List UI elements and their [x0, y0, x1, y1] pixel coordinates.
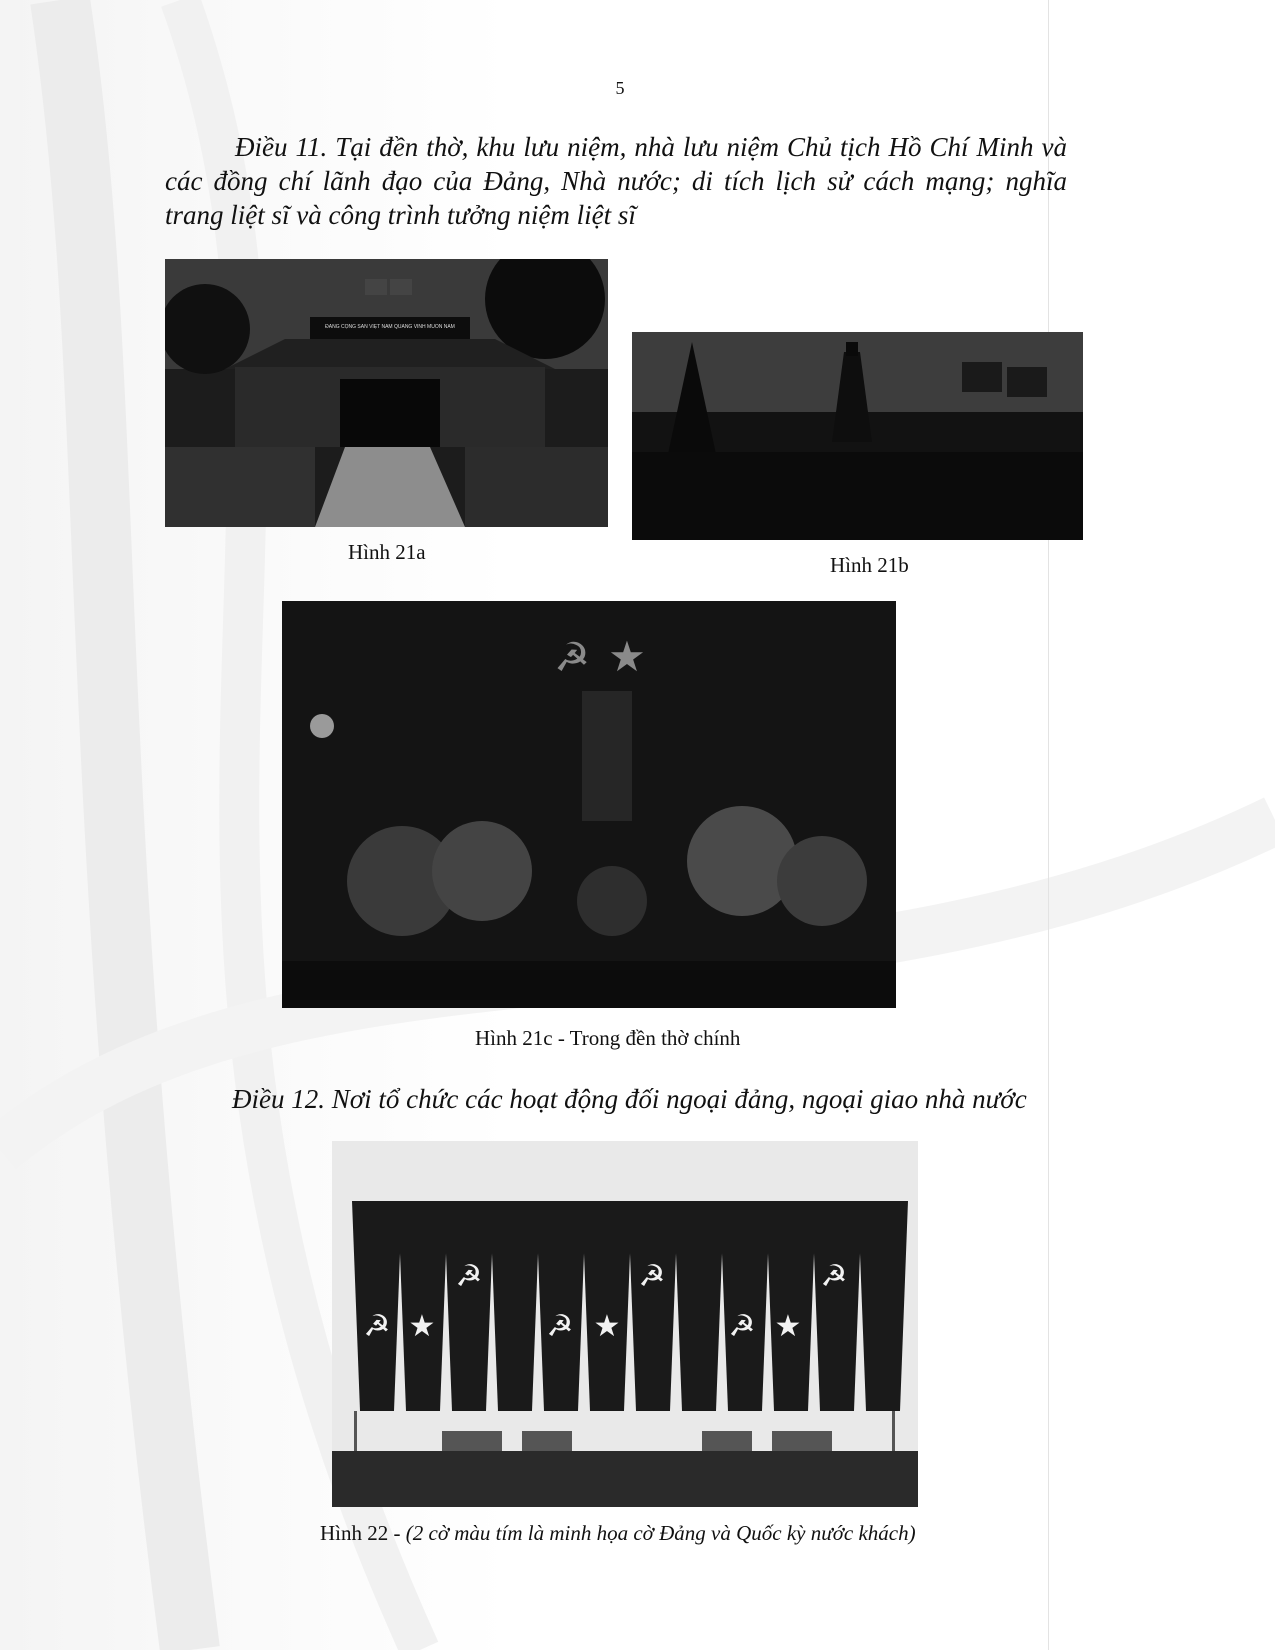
caption-21c: Hình 21c - Trong đền thờ chính [475, 1026, 741, 1050]
caption-22-note: (2 cờ màu tím là minh họa cờ Đảng và Quốc kỳ nước khách) [405, 1521, 916, 1545]
photo-22 [332, 1141, 918, 1507]
photo-21a [165, 259, 608, 527]
photo-21b [632, 332, 1083, 540]
svg-text:★: ★ [408, 1309, 436, 1344]
svg-text:☭: ☭ [546, 1309, 574, 1344]
caption-21a: Hình 21a [348, 540, 426, 564]
caption-22-prefix: Hình 22 - [320, 1521, 406, 1545]
svg-text:★: ★ [774, 1309, 802, 1344]
caption-22 [320, 1521, 916, 1546]
svg-text:☭: ☭ [728, 1309, 756, 1344]
svg-text:☭: ☭ [363, 1309, 391, 1344]
article-11-heading: Điều 11. Tại đền thờ, khu lưu niệm, nhà lưu niệm Chủ tịch Hồ Chí Minh và các đồng chí lãnh đạo của Đảng, Nhà nước; di tích lịch sử cách mạng; nghĩa trang liệt sĩ và công trình tưởng niệm liệt sĩ [165, 132, 1067, 230]
caption-21b: Hình 21b [830, 553, 909, 577]
svg-text:★: ★ [593, 1309, 621, 1344]
banner-text: ĐẢNG CỘNG SẢN VIỆT NAM QUANG VINH MUÔN NĂM [325, 324, 455, 330]
page-number: 5 [615, 78, 625, 98]
svg-text:☭: ☭ [554, 635, 590, 681]
scan-edge-line [1048, 0, 1049, 1650]
svg-text:☭: ☭ [455, 1259, 483, 1294]
svg-text:☭: ☭ [638, 1259, 666, 1294]
article-12-heading: Điều 12. Nơi tổ chức các hoạt động đối ngoại đảng, ngoại giao nhà nước [232, 1084, 1027, 1114]
svg-text:★: ★ [608, 632, 646, 681]
photo-21c [282, 601, 896, 1008]
svg-text:☭: ☭ [820, 1259, 848, 1294]
